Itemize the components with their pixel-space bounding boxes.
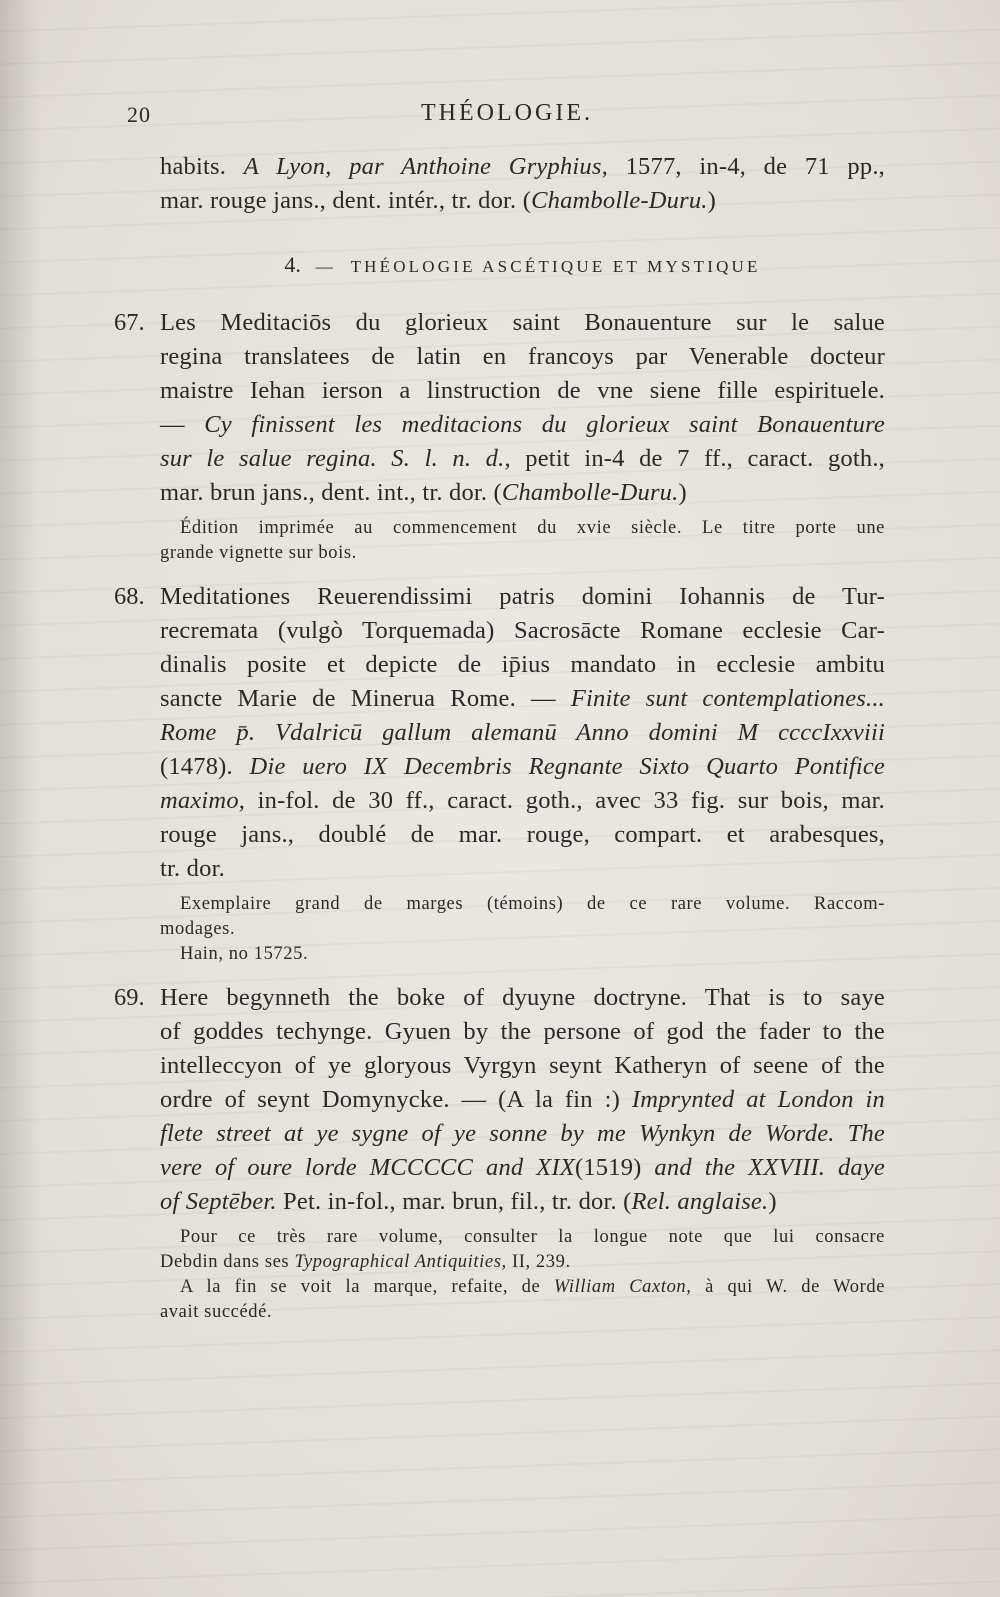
entry-text: [114, 580, 886, 886]
note-line: A la fin se voit la marque, refaite, de William Caxton, à qui W. de Worde: [180, 1277, 886, 1297]
note-line: grande vignette sur bois.: [160, 543, 357, 563]
text-line: mar. brun jans., dent. int., tr. dor. (Chambolle-Duru.): [160, 479, 687, 506]
text-line: vere of oure lorde MCCCCC and XIX(1519) and the XXVIII. daye: [160, 1154, 886, 1181]
text-line: Les Meditaciōs du glorieux saint Bonauenture sur le salue: [160, 309, 885, 336]
page-body: [114, 150, 886, 1331]
text-line: mar. rouge jans., dent. intér., tr. dor. (Chambolle-Duru.): [160, 187, 716, 214]
entry-note: [160, 1225, 885, 1325]
text-line: rouge jans., doublé de mar. rouge, compart. et arabesques,: [160, 821, 885, 848]
entry-number: 69.: [114, 984, 145, 1011]
text-line: maximo, in-fol. de 30 ff., caract. goth., avec 33 fig. sur bois, mar.: [160, 787, 885, 814]
catalogue-entry: [114, 981, 886, 1325]
text-line: (1478). Die uero IX Decembris Regnante Sixto Quarto Pontifice: [160, 753, 886, 780]
entry-text: [114, 981, 886, 1219]
page-number: 20: [127, 102, 151, 127]
note-line: Debdin dans ses Typographical Antiquities, II, 239.: [160, 1252, 571, 1272]
note-line: Édition imprimée au commencement du xvie siècle. Le titre porte une: [180, 518, 885, 538]
bibliographic-reference: Hain, no 15725.: [180, 944, 309, 964]
text-line: Meditationes Reuerendissimi patris domini Iohannis de Tur-: [160, 583, 885, 610]
entry-text: [114, 306, 885, 510]
text-line: habits. A Lyon, par Anthoine Gryphius, 1577, in-4, de 71 pp.,: [160, 153, 885, 180]
page-edge-shadow: [0, 0, 40, 1597]
continuation-paragraph: [160, 150, 885, 218]
section-dash: —: [315, 257, 336, 276]
text-line: flete street at ye sygne of ye sonne by me Wynkyn de Worde. The: [160, 1120, 885, 1147]
note-line: Exemplaire grand de marges (témoins) de ce rare volume. Raccom-: [180, 894, 885, 914]
note-line: Pour ce très rare volume, consulter la longue note que lui consacre: [180, 1227, 885, 1247]
entry-note: [160, 892, 885, 967]
text-line: of goddes techynge. Gyuen by the persone of god the fader to the: [160, 1018, 885, 1045]
text-line: intelleccyon of ye gloryous Vyrgyn seynt Katheryn of seene of the: [160, 1052, 885, 1079]
page-header: [127, 98, 887, 138]
note-line: avait succédé.: [160, 1302, 273, 1322]
text-line: maistre Iehan ierson a linstruction de vne siene fille espirituele.: [160, 377, 885, 404]
text-line: sancte Marie de Minerua Rome. — Finite sunt contemplationes...: [160, 685, 885, 712]
text-line: regina translatees de latin en francoys par Venerable docteur: [160, 343, 885, 370]
text-line: Here begynneth the boke of dyuyne doctryne. That is to saye: [160, 984, 885, 1011]
section-heading: [160, 250, 885, 282]
running-title: THÉOLOGIE.: [421, 100, 593, 126]
text-line: of Septēber. Pet. in-fol., mar. brun, fil., tr. dor. (Rel. anglaise.): [160, 1188, 777, 1215]
section-number: 4.: [284, 252, 301, 277]
text-line: sur le salue regina. S. l. n. d., petit in-4 de 7 ff., caract. goth.,: [160, 445, 885, 472]
text-line: recremata (vulgò Torquemada) Sacrosācte Romane ecclesie Car-: [160, 617, 885, 644]
text-line: — Cy finissent les meditacions du glorieux saint Bonauenture: [160, 411, 885, 438]
note-line: modages.: [160, 919, 236, 939]
text-line: tr. dor.: [160, 855, 225, 882]
text-line: Rome p̄. Vdalricū gallum alemanū Anno domini M ccccIxxviii: [160, 719, 885, 746]
entries-list: [114, 306, 886, 1325]
catalogue-entry: [114, 580, 886, 967]
entry-number: 67.: [114, 309, 145, 336]
section-title: THÉOLOGIE ASCÉTIQUE ET MYSTIQUE: [350, 257, 761, 276]
entry-number: 68.: [114, 583, 145, 610]
entry-note: [160, 516, 885, 566]
catalogue-entry: [114, 306, 885, 566]
text-line: ordre of seynt Domynycke. — (A la fin :) Imprynted at London in: [160, 1086, 885, 1113]
text-line: dinalis posite et depicte de ip̄ius mandato in ecclesie ambitu: [160, 651, 885, 678]
